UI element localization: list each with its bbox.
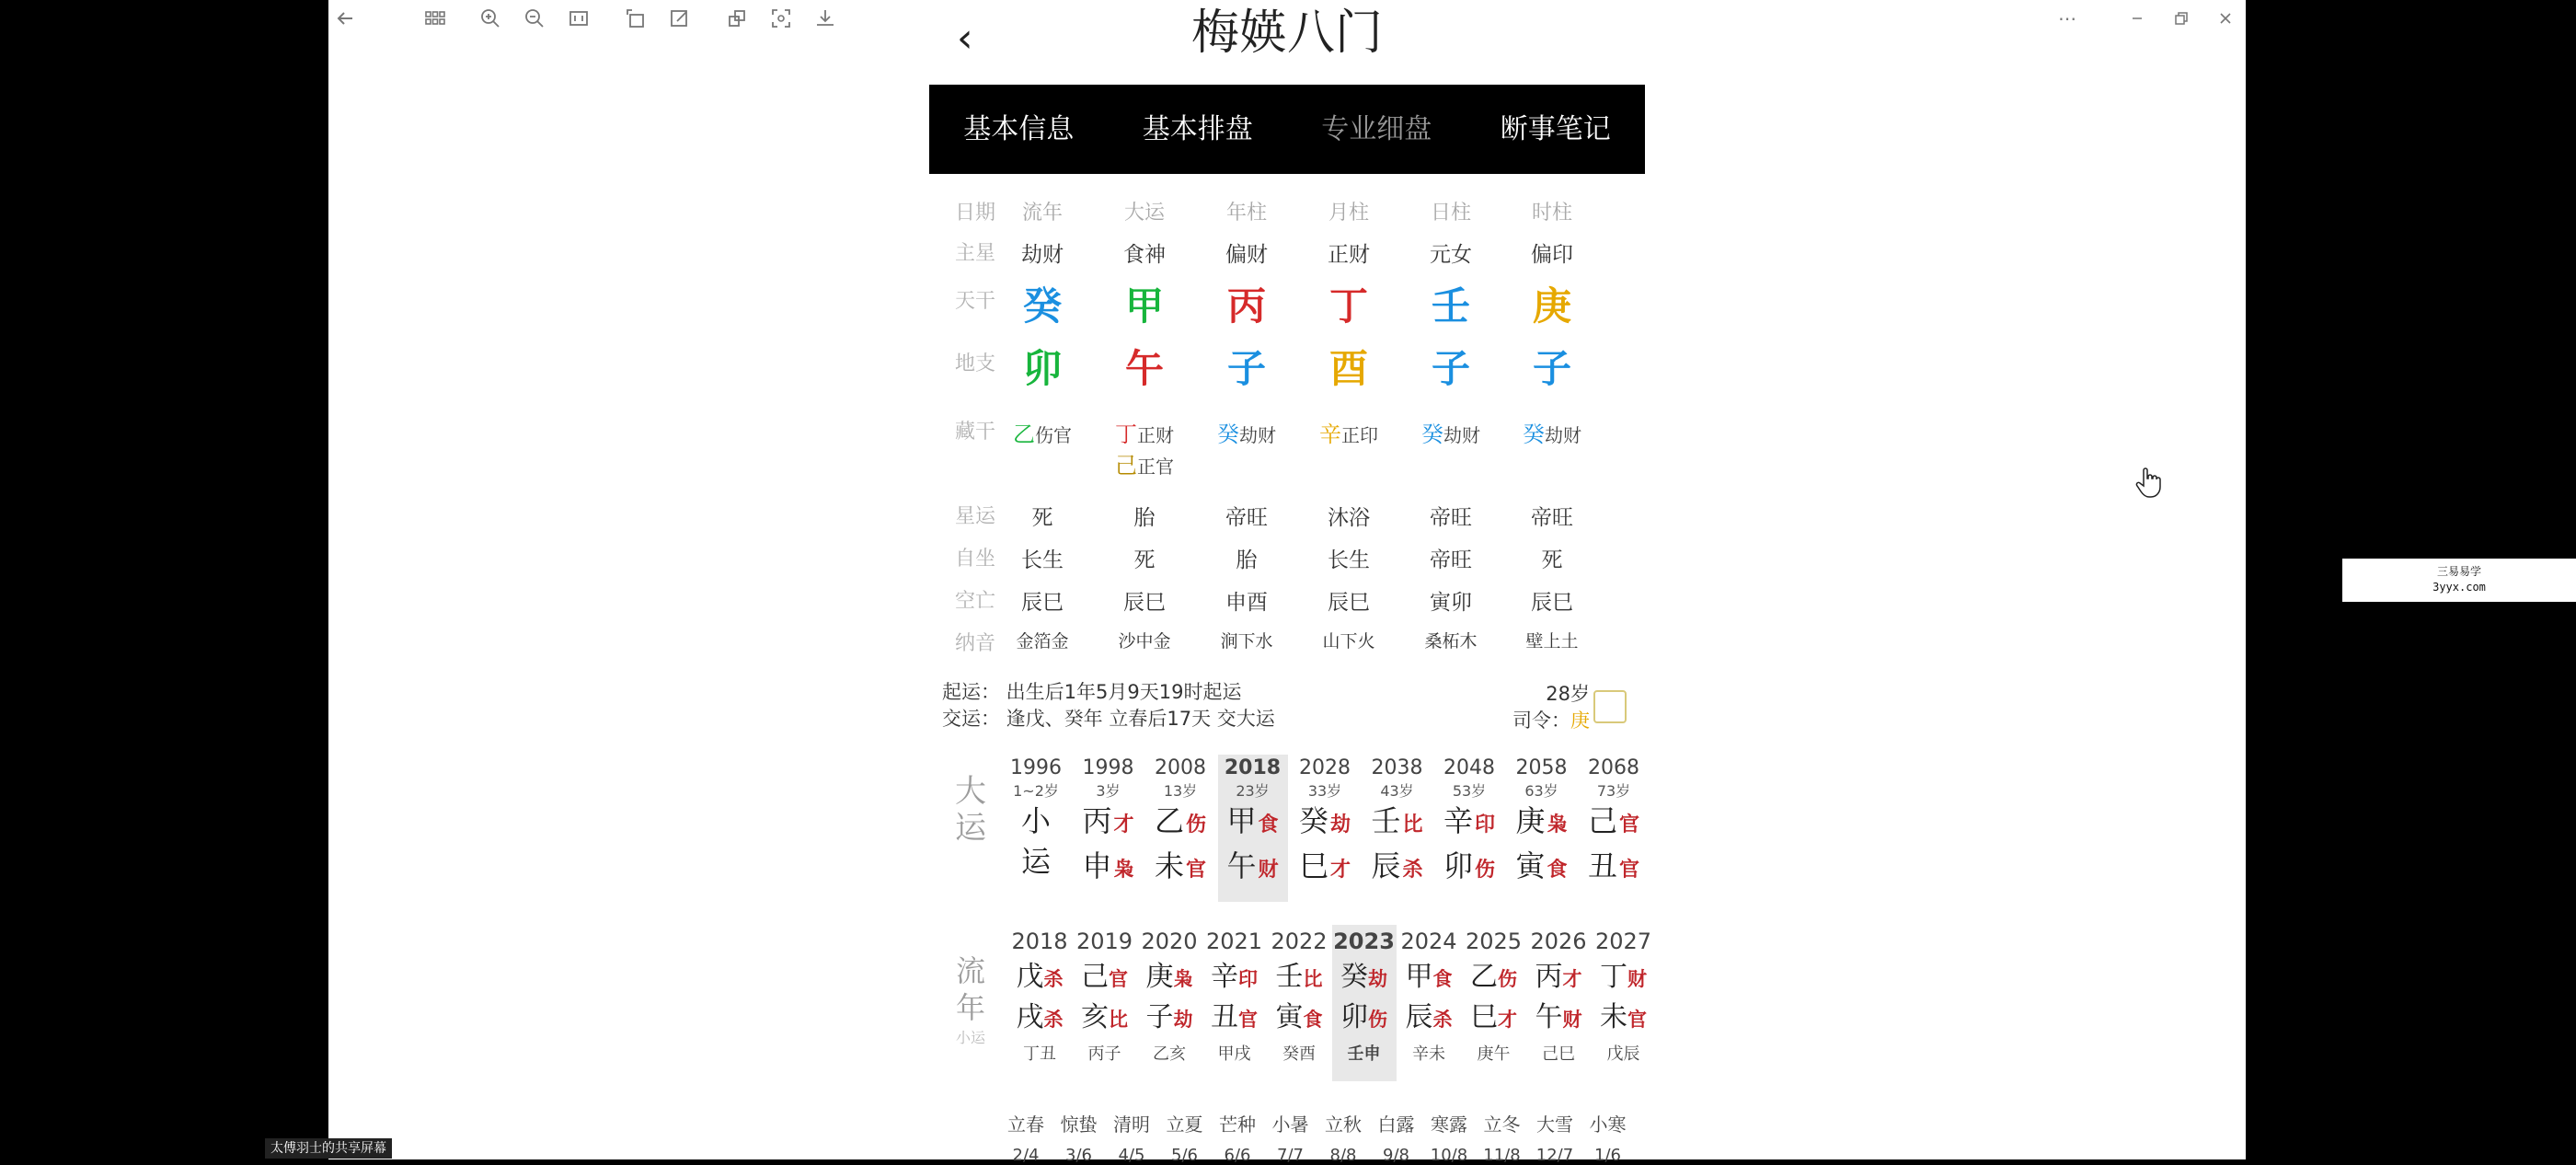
dizhi-cell: 子	[1532, 346, 1571, 391]
tab-bar	[929, 85, 1645, 174]
liunian-year: 2021	[1205, 929, 1263, 954]
tab-basic-info[interactable]: 基本信息	[963, 113, 1075, 145]
dayun-gan: 癸劫	[1298, 803, 1351, 838]
xingyun-cell: 帝旺	[1225, 506, 1268, 530]
xiaoyun-ganzhi: 甲戌	[1217, 1044, 1251, 1064]
main-star-cell: 正财	[1328, 243, 1370, 267]
canggan-cell	[1511, 416, 1593, 448]
dayun-gan: 乙伤	[1154, 803, 1207, 838]
zizuo-cell: 长生	[1021, 548, 1064, 572]
canggan-shishen: 正印	[1341, 424, 1378, 446]
liunian-year: 2023	[1333, 929, 1395, 954]
solar-term-date: 4/5	[1118, 1146, 1145, 1165]
liunian-year: 2020	[1141, 929, 1198, 954]
liunian-gan: 癸劫	[1340, 961, 1387, 993]
xiaoyun-ganzhi: 丁丑	[1023, 1044, 1056, 1064]
liunian-zhi: 戌杀	[1016, 1001, 1064, 1033]
siling-info	[1512, 681, 1590, 734]
liunian-gan: 壬比	[1275, 961, 1323, 993]
dayun-gan: 丙才	[1082, 803, 1134, 838]
siling-label: 司令：	[1512, 709, 1570, 732]
liunian-year: 2019	[1075, 929, 1133, 954]
solar-term-name: 惊蛰	[1060, 1113, 1098, 1136]
back-chevron-icon[interactable]: ‹	[957, 15, 973, 62]
canggan-stem: 辛	[1319, 421, 1341, 447]
solar-term-date: 9/8	[1383, 1146, 1409, 1165]
col-header: 年柱	[1225, 202, 1267, 225]
liunian-column[interactable]	[1007, 925, 1072, 1081]
row-label: 藏干	[954, 421, 995, 444]
close-icon[interactable]	[2214, 7, 2237, 29]
solar-term-date: 3/6	[1065, 1146, 1092, 1165]
dayun-gan: 壬比	[1371, 803, 1423, 838]
main-star-cell: 食神	[1123, 243, 1166, 267]
solar-term-name: 立春	[1007, 1113, 1044, 1136]
back-arrow-icon[interactable]	[334, 7, 356, 29]
dayun-column[interactable]	[1290, 755, 1360, 902]
kongwang-cell: 申酉	[1225, 591, 1268, 615]
dayun-age: 63岁	[1524, 782, 1558, 800]
liunian-zhi: 丑官	[1211, 1001, 1258, 1033]
tiangan-cell: 癸	[1022, 283, 1062, 329]
solar-term-date: 6/6	[1224, 1146, 1251, 1165]
canggan-cell	[1103, 447, 1186, 479]
xiaoyun-label: 小运	[955, 1029, 985, 1046]
dayun-year: 2008	[1155, 756, 1206, 779]
liunian-gan: 丙才	[1535, 961, 1582, 993]
row-label: 自坐	[954, 548, 995, 571]
tab-basic-chart[interactable]: 基本排盘	[1142, 113, 1253, 145]
liunian-gan: 甲食	[1405, 961, 1453, 993]
xiaoyun-ganzhi: 庚午	[1477, 1044, 1511, 1064]
liunian-zhi: 卯伤	[1340, 1001, 1387, 1033]
liunian-column[interactable]	[1462, 925, 1526, 1081]
xiaoyun-ganzhi: 戊辰	[1606, 1044, 1640, 1064]
dayun-age: 73岁	[1596, 782, 1631, 800]
app-header	[929, 0, 1645, 83]
solar-term-date: 5/6	[1171, 1146, 1198, 1165]
liunian-year: 2025	[1465, 929, 1523, 954]
dayun-year: 1998	[1082, 756, 1134, 779]
dayun-age: 33岁	[1307, 782, 1342, 800]
xingyun-cell: 胎	[1133, 506, 1156, 530]
canggan-shishen: 劫财	[1545, 424, 1581, 446]
dayun-column[interactable]	[1434, 755, 1504, 902]
zizuo-cell: 胎	[1236, 548, 1258, 572]
zizuo-cell: 帝旺	[1430, 548, 1472, 572]
dayun-column[interactable]	[1001, 755, 1071, 902]
canggan-shishen: 正官	[1137, 456, 1174, 478]
crop-icon[interactable]	[726, 7, 748, 29]
canggan-shishen: 劫财	[1443, 424, 1480, 446]
dayun-column[interactable]	[1074, 755, 1144, 902]
liunian-column[interactable]	[1397, 925, 1461, 1081]
xiaoyun-ganzhi: 壬申	[1347, 1044, 1381, 1064]
liunian-year: 2024	[1400, 929, 1457, 954]
bazi-screenshot-page	[929, 0, 1652, 1165]
kongwang-cell: 辰巳	[1123, 591, 1166, 615]
main-star-cell: 偏财	[1225, 243, 1268, 267]
canggan-stem: 癸	[1217, 421, 1239, 447]
canggan-stem: 己	[1115, 453, 1137, 479]
liunian-label: 流年	[955, 953, 985, 1025]
restore-icon[interactable]	[2170, 7, 2192, 29]
xingyun-cell: 沐浴	[1328, 506, 1370, 530]
liunian-gan: 庚枭	[1145, 961, 1193, 993]
tiangan-cell: 壬	[1431, 283, 1470, 329]
solar-term-name: 芒种	[1219, 1113, 1256, 1136]
liunian-year: 2018	[1011, 929, 1068, 954]
solar-term-name: 立夏	[1166, 1113, 1203, 1136]
dayun-age: 53岁	[1452, 782, 1487, 800]
nayin-cell: 桑柘木	[1424, 631, 1478, 652]
liunian-section	[929, 925, 1652, 1081]
minimize-icon[interactable]	[2126, 7, 2148, 29]
kongwang-cell: 辰巳	[1328, 591, 1370, 615]
app-title: 梅媖八门	[1190, 6, 1383, 61]
liunian-column[interactable]	[1332, 925, 1397, 1081]
tab-notes[interactable]: 断事笔记	[1500, 113, 1611, 145]
nayin-cell: 山下火	[1322, 631, 1375, 652]
canggan-cell	[1103, 416, 1186, 448]
canggan-cell	[1409, 416, 1492, 448]
col-header: 大运	[1123, 202, 1165, 225]
liunian-zhi: 辰杀	[1405, 1001, 1453, 1033]
dayun-year: 1996	[1010, 756, 1062, 779]
watermark-line: 三易易学	[2436, 565, 2481, 578]
tiangan-cell: 丙	[1226, 283, 1266, 329]
liunian-zhi: 午财	[1535, 1001, 1582, 1033]
fit-page-icon[interactable]	[568, 7, 590, 29]
xiaoyun-ganzhi: 丙子	[1087, 1044, 1121, 1064]
xingyun-cell: 死	[1031, 506, 1053, 530]
dayun-gan: 己官	[1587, 803, 1640, 838]
rotate-icon[interactable]	[625, 7, 647, 29]
dayun-zhi: 辰杀	[1371, 848, 1423, 883]
nayin-cell: 涧下水	[1220, 631, 1273, 652]
liunian-column[interactable]	[1526, 925, 1591, 1081]
canggan-stem: 丁	[1115, 421, 1137, 447]
edit-icon[interactable]	[669, 7, 691, 29]
liunian-zhi: 巳才	[1470, 1001, 1517, 1033]
liunian-year: 2027	[1594, 929, 1652, 954]
xiaoyun-ganzhi: 乙亥	[1153, 1044, 1186, 1064]
solar-term-name: 立秋	[1325, 1113, 1362, 1136]
dayun-column[interactable]	[1145, 755, 1215, 902]
download-icon[interactable]	[814, 7, 836, 29]
dayun-year: 2048	[1443, 756, 1495, 779]
main-star-cell: 偏印	[1531, 243, 1573, 267]
liunian-zhi: 未官	[1600, 1001, 1647, 1033]
xiaoyun-ganzhi: 辛未	[1412, 1044, 1445, 1064]
col-header: 流年	[1021, 202, 1063, 225]
canggan-shishen: 伤官	[1035, 424, 1072, 446]
zizuo-cell: 长生	[1328, 548, 1370, 572]
liunian-column[interactable]	[1073, 925, 1137, 1081]
canggan-stem: 癸	[1421, 421, 1443, 447]
zizuo-cell: 死	[1541, 548, 1563, 572]
row-label: 地支	[954, 352, 995, 375]
canggan-shishen: 劫财	[1239, 424, 1276, 446]
dizhi-cell: 子	[1431, 346, 1470, 391]
solar-term-date: 1/6	[1594, 1146, 1621, 1165]
dizhi-cell: 卯	[1022, 346, 1062, 391]
dayun-zhi: 巳才	[1298, 848, 1351, 883]
dayun-year: 2068	[1588, 756, 1639, 779]
main-star-cell: 劫财	[1021, 243, 1064, 267]
col-header: 日柱	[1430, 202, 1471, 225]
dayun-zhi: 寅食	[1515, 848, 1568, 883]
nayin-cell: 壁上土	[1525, 631, 1579, 652]
qiyun-age: 28岁	[1546, 683, 1590, 705]
dayun-column[interactable]	[1507, 755, 1577, 902]
solar-term-date: 11/8	[1483, 1146, 1521, 1165]
liunian-gan: 乙伤	[1470, 961, 1517, 993]
row-label: 空亡	[954, 590, 995, 613]
screen-share-label: 太傅羽士的共享屏幕	[265, 1138, 392, 1159]
dayun-gan: 辛印	[1443, 803, 1496, 838]
nayin-cell: 沙中金	[1118, 631, 1171, 652]
dayun-age: 1~2岁	[1013, 782, 1059, 800]
tab-detailed-chart[interactable]: 专业细盘	[1321, 113, 1432, 145]
dayun-gan: 小	[1020, 803, 1051, 838]
solar-term-date: 7/7	[1277, 1146, 1304, 1165]
tiangan-cell: 庚	[1532, 283, 1571, 329]
row-label: 日期	[954, 202, 995, 225]
solar-term-date: 8/8	[1329, 1146, 1357, 1165]
solar-term-name: 大雪	[1536, 1113, 1573, 1136]
col-header: 月柱	[1328, 202, 1369, 225]
dayun-zhi: 未官	[1154, 848, 1207, 883]
solar-term-date: 10/8	[1430, 1146, 1468, 1165]
zizuo-cell: 死	[1133, 548, 1156, 572]
calendar-icon[interactable]	[1593, 690, 1627, 723]
canggan-shishen: 正财	[1137, 424, 1174, 446]
xiaoyun-ganzhi: 己巳	[1542, 1044, 1575, 1064]
kongwang-cell: 寅卯	[1430, 591, 1472, 615]
fullscreen-icon[interactable]	[770, 7, 792, 29]
canggan-stem: 癸	[1523, 421, 1545, 447]
dayun-zhi: 运	[1020, 844, 1051, 879]
dayun-gan: 甲食	[1226, 803, 1279, 838]
dayun-column[interactable]	[1363, 755, 1432, 902]
dayun-zhi: 丑官	[1587, 848, 1640, 883]
liunian-gan: 辛印	[1211, 961, 1258, 993]
kongwang-cell: 辰巳	[1531, 591, 1573, 615]
canggan-cell	[1307, 416, 1390, 448]
dizhi-cell: 子	[1226, 346, 1266, 391]
liunian-gan: 丁财	[1600, 961, 1647, 993]
dayun-year: 2058	[1515, 756, 1568, 779]
liunian-column[interactable]	[1267, 925, 1331, 1081]
dayun-zhi: 申枭	[1082, 848, 1134, 883]
solar-term-name: 小暑	[1271, 1113, 1309, 1136]
liunian-zhi: 亥比	[1081, 1001, 1128, 1033]
canggan-cell	[1205, 416, 1288, 448]
thumbnails-grid-icon[interactable]	[424, 7, 446, 29]
solar-term-name: 白露	[1377, 1113, 1415, 1136]
liunian-gan: 戊杀	[1016, 961, 1064, 993]
watermark-url: 3yyx.com	[2432, 581, 2486, 594]
solar-term-name: 寒露	[1431, 1113, 1467, 1136]
solar-term-name: 清明	[1113, 1113, 1150, 1136]
zoom-out-icon[interactable]	[523, 7, 546, 29]
siling-value: 庚	[1570, 709, 1590, 732]
liunian-zhi: 寅食	[1275, 1001, 1323, 1033]
solar-term-date: 2/4	[1012, 1146, 1040, 1165]
xingyun-cell: 帝旺	[1430, 506, 1472, 530]
xiaoyun-ganzhi: 癸酉	[1282, 1044, 1316, 1064]
liunian-column[interactable]	[1592, 925, 1656, 1081]
dayun-column[interactable]	[1218, 755, 1288, 902]
kongwang-cell: 辰巳	[1021, 591, 1064, 615]
canggan-cell	[1001, 416, 1084, 448]
nayin-cell: 金箔金	[1016, 631, 1069, 652]
solar-term-name: 立冬	[1483, 1113, 1521, 1136]
dayun-zhi: 卯伤	[1443, 848, 1496, 883]
dayun-label: 大运	[955, 773, 986, 847]
liunian-year: 2026	[1530, 929, 1587, 954]
watermark-box	[2342, 559, 2576, 602]
dayun-age: 43岁	[1380, 782, 1414, 800]
dayun-zhi: 午财	[1226, 848, 1279, 883]
row-label: 纳音	[954, 632, 995, 655]
dayun-age: 13岁	[1163, 782, 1198, 800]
jiaoyun-line: 交运： 逢戊、癸年 立春后17天 交大运	[942, 708, 1275, 730]
liunian-zhi: 子劫	[1145, 1001, 1193, 1033]
solar-term-date: 12/7	[1535, 1146, 1574, 1165]
qiyun-info	[942, 679, 1275, 732]
row-label: 天干	[954, 290, 995, 313]
dayun-column[interactable]	[1579, 755, 1649, 902]
col-header: 时柱	[1531, 202, 1572, 225]
hand-cursor-icon	[2134, 466, 2162, 499]
dizhi-cell: 酉	[1328, 346, 1368, 391]
dayun-year: 2028	[1299, 756, 1351, 779]
tiangan-cell: 丁	[1328, 283, 1368, 329]
dayun-age: 23岁	[1236, 782, 1270, 800]
dayun-year: 2038	[1371, 756, 1423, 779]
tiangan-cell: 甲	[1124, 283, 1164, 329]
liunian-column[interactable]	[1137, 925, 1202, 1081]
dayun-gan: 庚枭	[1515, 803, 1568, 838]
main-star-cell: 元女	[1430, 243, 1472, 267]
dayun-age: 3岁	[1096, 782, 1121, 800]
qiyun-line: 起运： 出生后1年5月9天19时起运	[942, 681, 1242, 703]
canggan-stem: 乙	[1013, 421, 1035, 447]
liunian-year: 2022	[1271, 929, 1328, 954]
dayun-section	[929, 755, 1645, 902]
liunian-column[interactable]	[1202, 925, 1267, 1081]
solar-term-name: 小寒	[1589, 1113, 1627, 1136]
zoom-in-icon[interactable]	[479, 7, 501, 29]
row-label: 星运	[954, 505, 995, 528]
row-label: 主星	[954, 242, 995, 265]
dayun-year: 2018	[1224, 756, 1282, 779]
xingyun-cell: 帝旺	[1531, 506, 1573, 530]
liunian-gan: 己官	[1081, 961, 1128, 993]
dizhi-cell: 午	[1124, 346, 1164, 391]
more-options-icon[interactable]: ⋯	[2058, 7, 2076, 29]
document-viewer-window	[328, 0, 2246, 1165]
